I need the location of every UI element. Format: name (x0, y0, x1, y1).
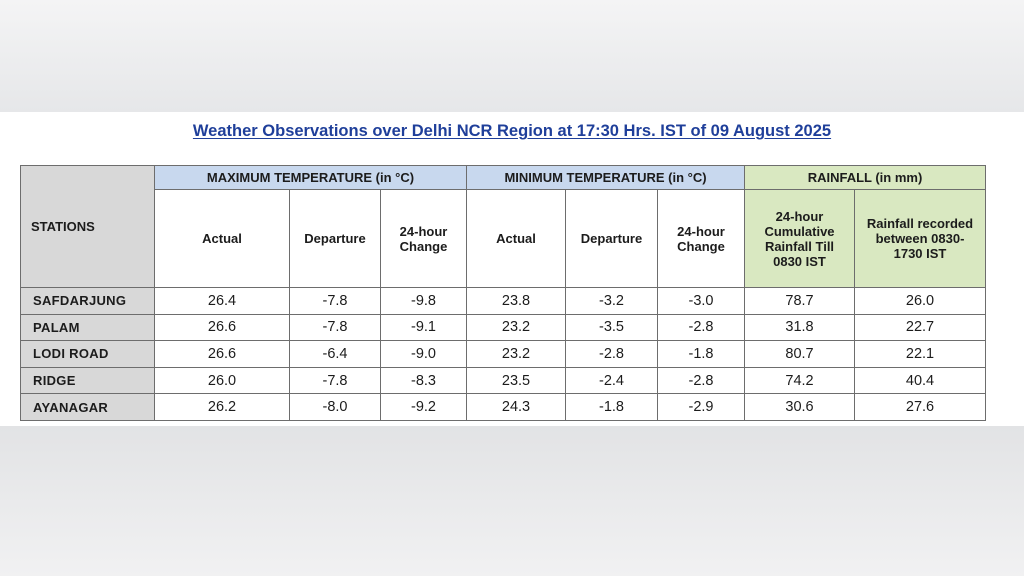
min-actual-cell: 24.3 (467, 394, 566, 421)
max-departure-cell: -6.4 (290, 341, 381, 368)
min-departure-cell: -1.8 (566, 394, 658, 421)
rain-recorded-cell: 27.6 (855, 394, 986, 421)
page-title: Weather Observations over Delhi NCR Region at 17:30 Hrs. IST of 09 August 2025 (192, 122, 832, 140)
min-actual-cell: 23.2 (467, 314, 566, 341)
max-actual-cell: 26.0 (155, 367, 290, 394)
min-actual-header: Actual (467, 190, 566, 288)
rain-recorded-cell: 26.0 (855, 288, 986, 315)
max-actual-header: Actual (155, 190, 290, 288)
min-departure-cell: -3.5 (566, 314, 658, 341)
sub-header-row (21, 190, 986, 288)
min-temp-group-header: MINIMUM TEMPERATURE (in °C) (467, 166, 745, 190)
min-change-cell: -2.9 (658, 394, 745, 421)
min-change-cell: -2.8 (658, 314, 745, 341)
max-departure-cell: -7.8 (290, 367, 381, 394)
max-departure-cell: -8.0 (290, 394, 381, 421)
rain-recorded-header: Rainfall recorded between 0830-1730 IST (855, 190, 986, 288)
table-row (21, 288, 986, 315)
min-departure-header: Departure (566, 190, 658, 288)
table-row (21, 341, 986, 368)
table-body (21, 288, 986, 421)
stations-header: STATIONS (21, 166, 155, 288)
rain-recorded-cell: 22.7 (855, 314, 986, 341)
min-change-cell: -1.8 (658, 341, 745, 368)
rain-recorded-cell: 40.4 (855, 367, 986, 394)
station-name-cell: LODI ROAD (21, 341, 155, 368)
table-row (21, 314, 986, 341)
max-change-header: 24-hour Change (381, 190, 467, 288)
max-departure-cell: -7.8 (290, 288, 381, 315)
rain-cumulative-cell: 31.8 (745, 314, 855, 341)
max-change-cell: -9.1 (381, 314, 467, 341)
max-actual-cell: 26.6 (155, 341, 290, 368)
bottom-background-band (0, 426, 1024, 576)
rain-cumulative-cell: 78.7 (745, 288, 855, 315)
rain-cumulative-cell: 30.6 (745, 394, 855, 421)
rainfall-group-header: RAINFALL (in mm) (745, 166, 986, 190)
max-departure-cell: -7.8 (290, 314, 381, 341)
table-row (21, 394, 986, 421)
station-name-cell: AYANAGAR (21, 394, 155, 421)
min-departure-cell: -2.8 (566, 341, 658, 368)
max-change-cell: -9.8 (381, 288, 467, 315)
max-change-cell: -8.3 (381, 367, 467, 394)
weather-table (20, 165, 986, 421)
min-actual-cell: 23.8 (467, 288, 566, 315)
top-background-band (0, 0, 1024, 112)
max-change-cell: -9.2 (381, 394, 467, 421)
max-actual-cell: 26.4 (155, 288, 290, 315)
table-row (21, 367, 986, 394)
max-temp-group-header: MAXIMUM TEMPERATURE (in °C) (155, 166, 467, 190)
max-change-cell: -9.0 (381, 341, 467, 368)
station-name-cell: SAFDARJUNG (21, 288, 155, 315)
rain-recorded-cell: 22.1 (855, 341, 986, 368)
group-header-row (21, 166, 986, 190)
min-actual-cell: 23.5 (467, 367, 566, 394)
rain-cumulative-cell: 80.7 (745, 341, 855, 368)
max-departure-header: Departure (290, 190, 381, 288)
document-sheet (0, 112, 1024, 426)
max-actual-cell: 26.6 (155, 314, 290, 341)
min-change-header: 24-hour Change (658, 190, 745, 288)
min-departure-cell: -3.2 (566, 288, 658, 315)
max-actual-cell: 26.2 (155, 394, 290, 421)
station-name-cell: PALAM (21, 314, 155, 341)
min-actual-cell: 23.2 (467, 341, 566, 368)
min-change-cell: -2.8 (658, 367, 745, 394)
rain-cumulative-cell: 74.2 (745, 367, 855, 394)
station-name-cell: RIDGE (21, 367, 155, 394)
min-change-cell: -3.0 (658, 288, 745, 315)
rain-cumulative-header: 24-hour Cumulative Rainfall Till 0830 IST (745, 190, 855, 288)
min-departure-cell: -2.4 (566, 367, 658, 394)
